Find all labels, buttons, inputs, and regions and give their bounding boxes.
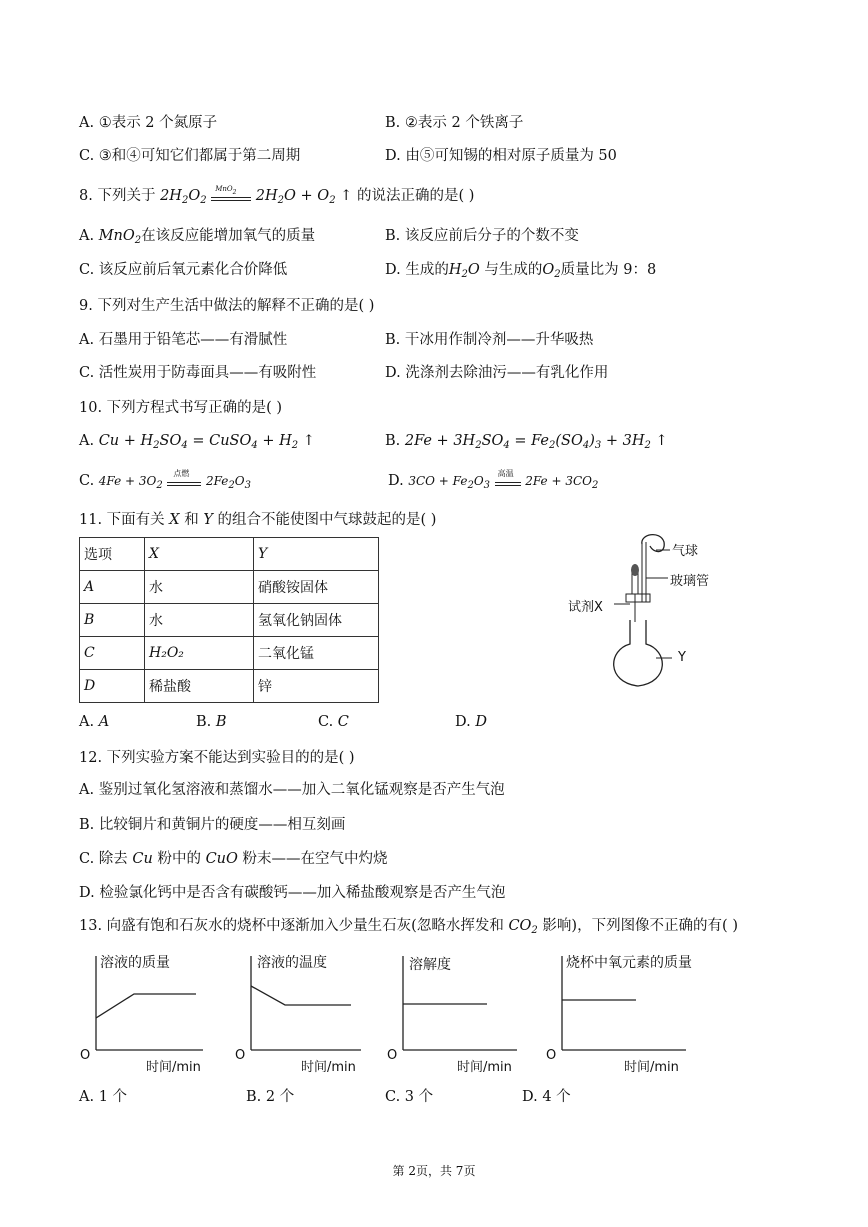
- balloon-label: 气球: [672, 544, 699, 559]
- q8-option-b: B. 该反应前后分子的个数不变: [385, 228, 579, 244]
- graph4-ylabel: 烧杯中氧元素的质量: [566, 955, 692, 971]
- q7-option-c: C. ③和④可知它们都属于第二周期: [79, 148, 301, 164]
- table-cell: H₂O₂: [145, 637, 254, 670]
- q12-option-a: A. 鉴别过氧化氢溶液和蒸馏水——加入二氧化锰观察是否产生气泡: [79, 782, 505, 798]
- q9-option-a: A. 石墨用于铅笔芯——有滑腻性: [79, 332, 288, 348]
- q10-option-d: D. $3CO + Fe_2O_3$ 高温 $2Fe + 3CO_2$: [388, 469, 599, 491]
- graph2-origin: O: [235, 1048, 246, 1063]
- q13-graph-beaker-oxygen-mass: [544, 950, 694, 1080]
- table-cell: D: [80, 670, 145, 703]
- q11-table: [79, 537, 379, 703]
- graph3-ylabel: 溶解度: [409, 957, 451, 973]
- table-cell: 氢氧化钠固体: [254, 604, 379, 637]
- q8-eq-right: $2H_2O + O_2$ ↑: [255, 188, 353, 206]
- table-cell: A: [80, 571, 145, 604]
- q11-option-b: B. B: [196, 714, 227, 730]
- q10-option-b: B. $2Fe + 3H_2SO_4 = Fe_2(SO_4)_3 + 3H_2$ ↑: [385, 433, 668, 451]
- graph2-xlabel: 时间/min: [301, 1060, 356, 1075]
- q8-stem: [79, 186, 474, 211]
- q12-option-c: C. 除去 Cu 粉中的 CuO 粉末——在空气中灼烧: [79, 851, 388, 867]
- table-header-row: [80, 538, 379, 571]
- q7-option-d: D. 由⑤可知锡的相对原子质量为 50: [385, 148, 617, 164]
- q8-stem-suffix: 的说法正确的是( ): [352, 188, 475, 204]
- q8-stem-prefix: 8. 下列关于: [79, 188, 161, 204]
- q8-eq-left: $2H_2O_2$: [160, 188, 207, 206]
- table-cell: 稀盐酸: [145, 670, 254, 703]
- table-cell: 锌: [254, 670, 379, 703]
- page-footer: 第 2页，共 7页: [392, 1164, 476, 1178]
- q11-apparatus-figure: [560, 532, 730, 692]
- table-row: [80, 604, 379, 637]
- table-cell: C: [80, 637, 145, 670]
- q13-stem: 13. 向盛有饱和石灰水的烧杯中逐渐加入少量生石灰(忽略水挥发和 $CO_2$ 影响)，下列图像不正确的有( ): [79, 918, 738, 936]
- graph2-ylabel: 溶液的温度: [257, 955, 327, 971]
- graph1-origin: O: [80, 1048, 91, 1063]
- q13-option-c: C. 3 个: [385, 1089, 434, 1105]
- reagent-x-label: 试剂X: [568, 600, 603, 615]
- q9-stem: 9. 下列对生产生活中做法的解释不正确的是( ): [79, 298, 375, 314]
- graph1-ylabel: 溶液的质量: [100, 955, 170, 971]
- graph3-origin: O: [387, 1048, 398, 1063]
- q8-option-d: D. 生成的$H_2O$ 与生成的$O_2$质量比为 9：8: [385, 262, 657, 280]
- table-header-cell: X: [145, 538, 254, 571]
- graph3-xlabel: 时间/min: [457, 1060, 512, 1075]
- q10-option-a: A. $Cu + H_2SO_4$ = CuSO$_4$ + $H_2$ ↑: [79, 433, 315, 451]
- q13-graph-solution-mass: [78, 950, 208, 1080]
- graph1-xlabel: 时间/min: [146, 1060, 201, 1075]
- table-cell: 二氧化锰: [254, 637, 379, 670]
- q9-option-c: C. 活性炭用于防毒面具——有吸附性: [79, 365, 317, 381]
- q10-option-c: C. $4Fe + 3O_2$ 点燃 $2Fe_2O_3$: [79, 469, 251, 491]
- q7-option-b: B. ②表示 2 个铁离子: [385, 115, 524, 131]
- q11-stem: 11. 下面有关 X 和 Y 的组合不能使图中气球鼓起的是( ): [79, 512, 437, 528]
- q11-option-d: D. D: [455, 714, 487, 730]
- q9-option-d: D. 洗涤剂去除油污——有乳化作用: [385, 365, 609, 381]
- q8-option-a: A. MnO$_2$在该反应能增加氧气的质量: [79, 228, 316, 246]
- q8-option-c: C. 该反应前后氧元素化合价降低: [79, 262, 288, 278]
- q13-option-d: D. 4 个: [522, 1089, 571, 1105]
- q10-c-condition: 点燃: [167, 476, 201, 486]
- table-cell: 水: [145, 604, 254, 637]
- q12-stem: 12. 下列实验方案不能达到实验目的的是( ): [79, 750, 355, 766]
- graph4-xlabel: 时间/min: [624, 1060, 679, 1075]
- glass-tube-label: 玻璃管: [670, 574, 710, 589]
- table-row: [80, 637, 379, 670]
- q13-option-a: A. 1 个: [79, 1089, 128, 1105]
- q13-graph-solubility: [385, 950, 525, 1080]
- q11-option-a: A. A: [79, 714, 110, 730]
- table-cell: 水: [145, 571, 254, 604]
- table-row: [80, 571, 379, 604]
- table-row: [80, 670, 379, 703]
- table-cell: B: [80, 604, 145, 637]
- table-header-cell: 选项: [80, 538, 145, 571]
- table-cell: 硝酸铵固体: [254, 571, 379, 604]
- q12-option-b: B. 比较铜片和黄铜片的硬度——相互刻画: [79, 817, 346, 833]
- graph4-origin: O: [546, 1048, 557, 1063]
- q11-option-c: C. C: [318, 714, 349, 730]
- table-header-cell: Y: [254, 538, 379, 571]
- q7-option-a: A. ①表示 2 个氮原子: [79, 115, 218, 131]
- q9-option-b: B. 干冰用作制冷剂——升华吸热: [385, 332, 594, 348]
- q13-graph-solution-temperature: [233, 950, 368, 1080]
- y-label: Y: [678, 650, 686, 665]
- q8-condition-arrow: MnO$_2$: [211, 191, 251, 201]
- q10-d-condition: 高温: [495, 476, 521, 486]
- q10-stem: 10. 下列方程式书写正确的是( ): [79, 400, 283, 416]
- q12-option-d: D. 检验氯化钙中是否含有碳酸钙——加入稀盐酸观察是否产生气泡: [79, 885, 506, 901]
- q13-option-b: B. 2 个: [246, 1089, 295, 1105]
